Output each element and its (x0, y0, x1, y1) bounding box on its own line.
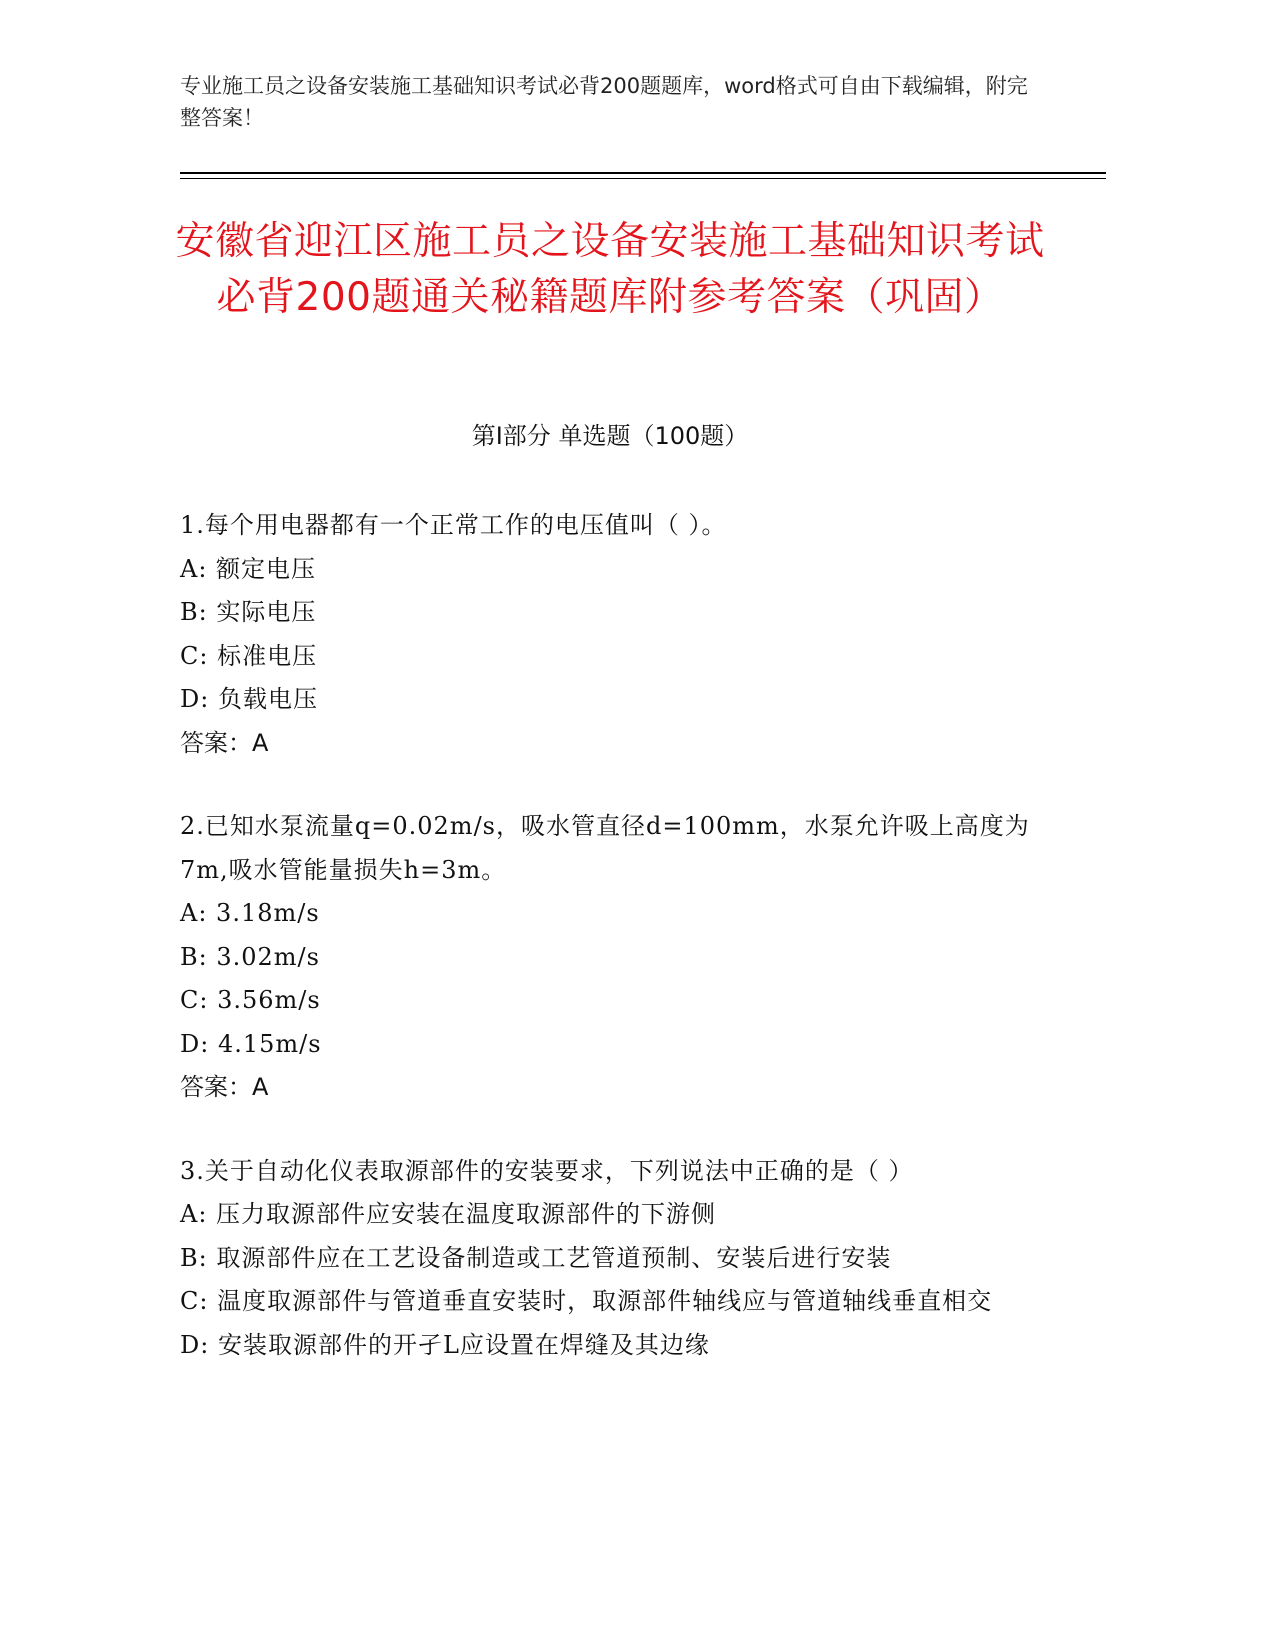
option-a: A: 额定电压 (180, 554, 317, 583)
option-a: A: 压力取源部件应安装在温度取源部件的下游侧 (180, 1200, 717, 1228)
header-note: 专业施工员之设备安装施工基础知识考试必背200题题库，word格式可自由下载编辑，附完整答案！ (180, 74, 1028, 130)
question-1 (180, 504, 1030, 765)
option-a: A: 3.18m/s (180, 899, 320, 927)
question-2 (180, 805, 1030, 1110)
question-stem: 2.已知水泵流量q=0.02m/s，吸水管直径d=100mm，水泵允许吸上高度为7m,吸水管能量损失h=3m。 (180, 812, 1030, 884)
option-d: D: 安装取源部件的开孑L应设置在焊缝及其边缘 (180, 1330, 710, 1359)
document-title: 安徽省迎江区施工员之设备安装施工基础知识考试必背200题通关秘籍题库附参考答案（巩固） (175, 219, 1045, 320)
header-divider-thin (180, 178, 1106, 179)
option-c: C: 标准电压 (180, 641, 318, 670)
option-d: D: 负载电压 (180, 685, 318, 713)
question-stem: 1.每个用电器都有一个正常工作的电压值叫（ ）。 (180, 511, 727, 539)
answer: 答案：A (180, 1073, 269, 1101)
option-d: D: 4.15m/s (180, 1029, 322, 1058)
section-title: 第I部分 单选题（100题） (471, 422, 749, 450)
option-b: B: 3.02m/s (180, 942, 320, 971)
option-c: C: 温度取源部件与管道垂直安装时，取源部件轴线应与管道轴线垂直相交 (180, 1287, 993, 1315)
question-3 (180, 1150, 1030, 1368)
question-list (180, 504, 1030, 1407)
option-c: C: 3.56m/s (180, 986, 321, 1014)
question-stem: 3.关于自动化仪表取源部件的安装要求，下列说法中正确的是（ ） (180, 1156, 914, 1185)
header-divider-thick (180, 172, 1106, 174)
option-b: B: 取源部件应在工艺设备制造或工艺管道预制、安装后进行安装 (180, 1243, 892, 1272)
answer: 答案：A (180, 728, 269, 757)
option-b: B: 实际电压 (180, 598, 317, 626)
